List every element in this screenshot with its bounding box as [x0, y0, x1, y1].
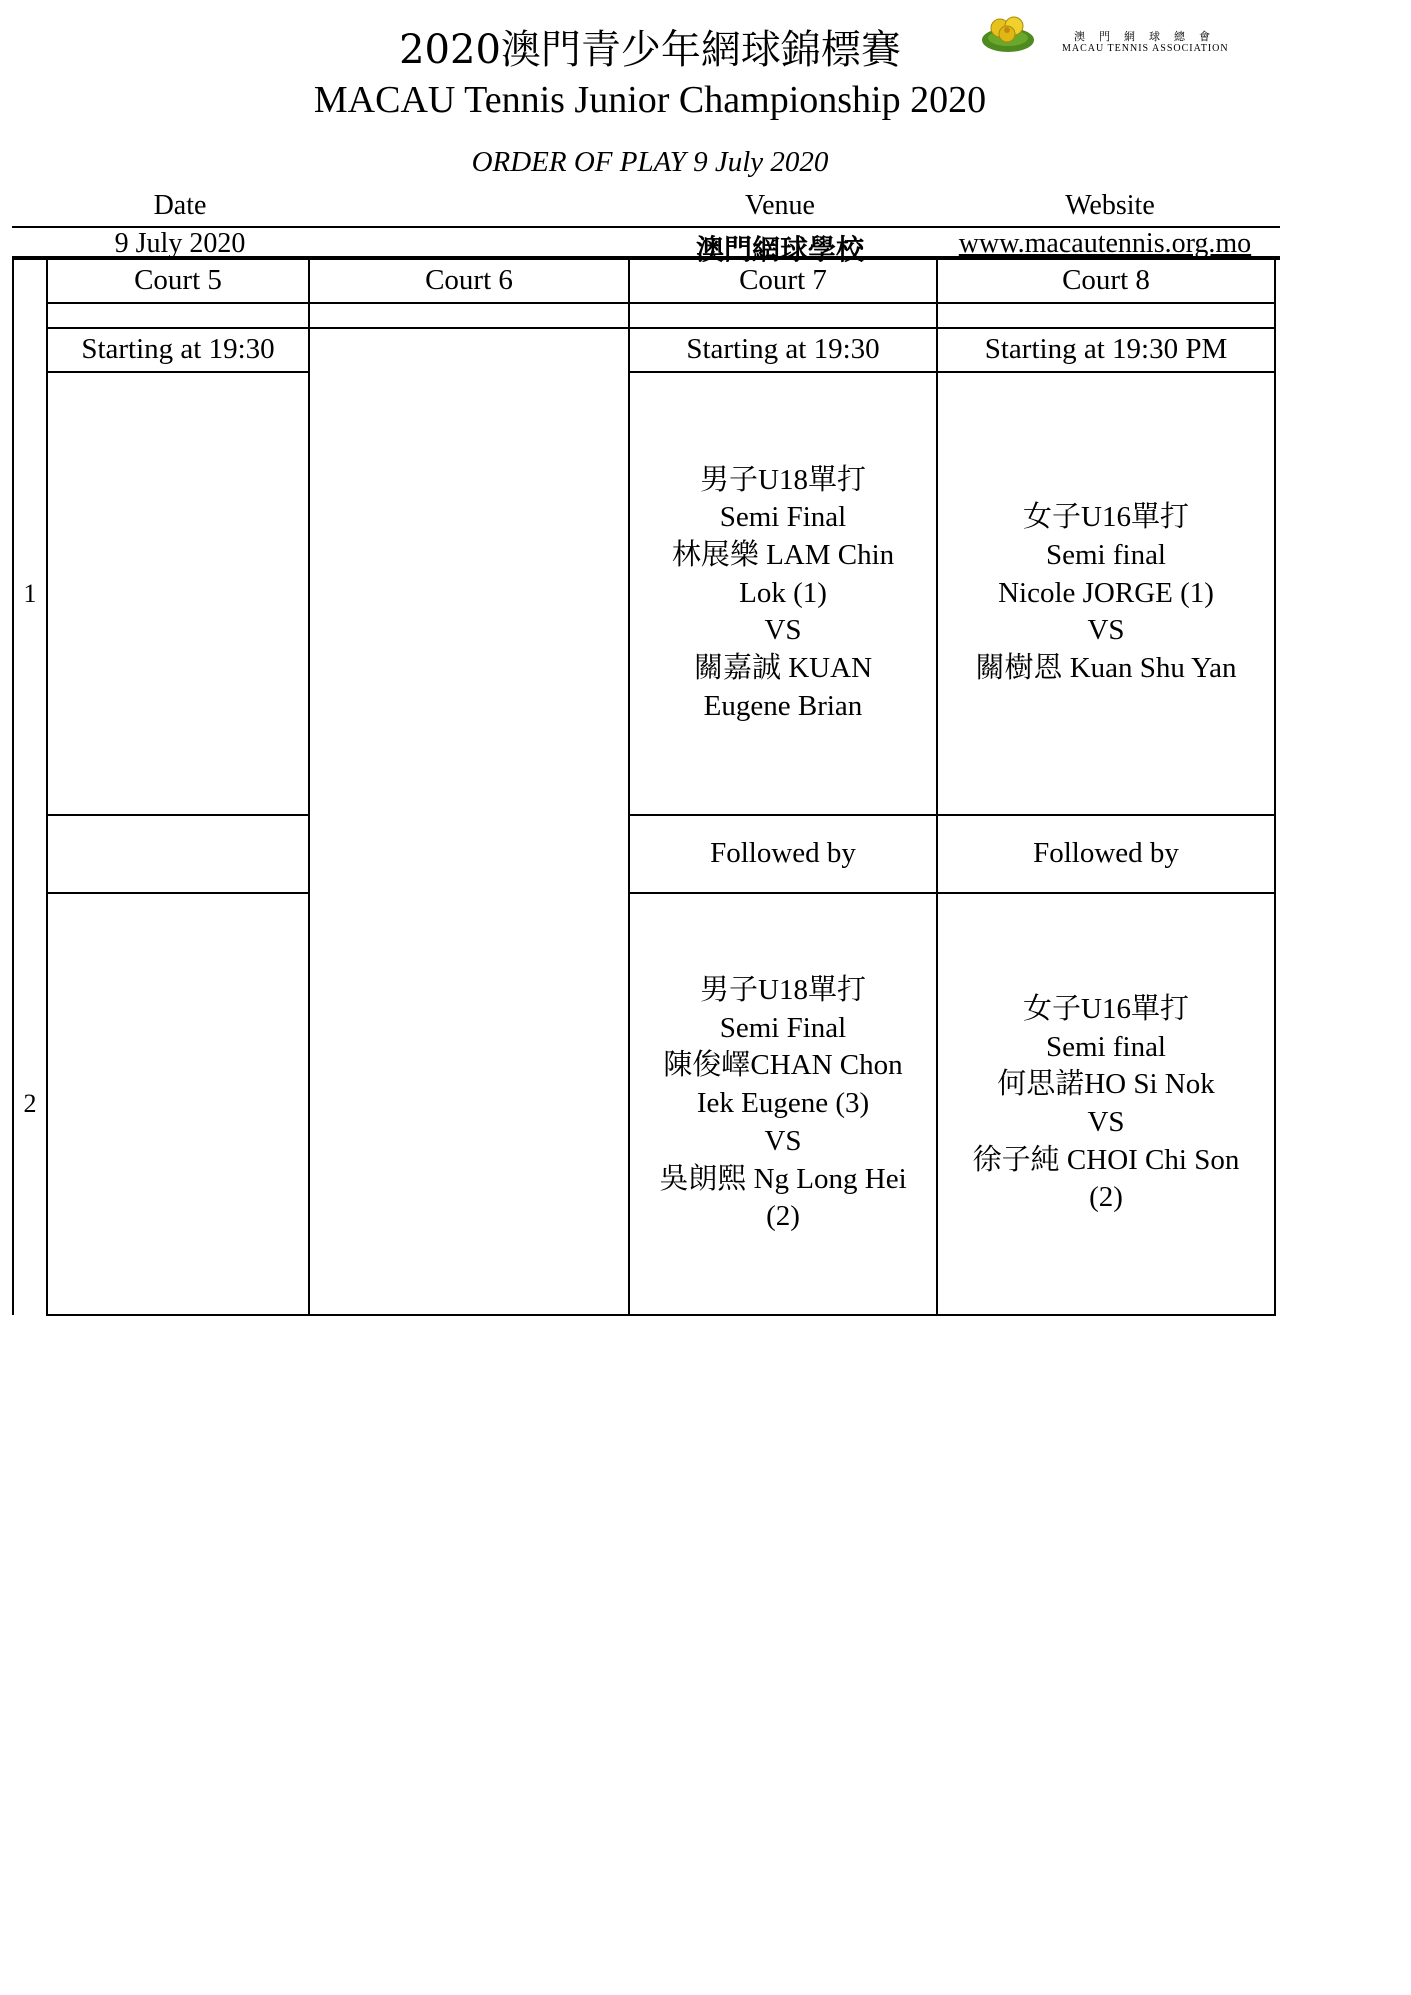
- court-8-round-2-match: [937, 893, 1275, 1315]
- court-8-start-time: Starting at 19:30 PM: [937, 328, 1275, 372]
- empty-cell: [937, 303, 1275, 328]
- match-player-1: Nicole JORGE (1): [998, 576, 1214, 609]
- court-5-round-2-empty: [47, 893, 309, 1315]
- empty-cell: [47, 303, 309, 328]
- court-6-empty: [309, 328, 629, 1315]
- court-6-header: Court 6: [309, 259, 629, 303]
- match-stage: Semi Final: [719, 1011, 847, 1044]
- match-player-1: 陳俊嶧CHAN Chon Iek Eugene (3): [663, 1049, 903, 1120]
- court-8-followed-by: Followed by: [937, 815, 1275, 893]
- order-of-play-heading: ORDER OF PLAY 9 July 2020: [471, 146, 829, 178]
- court-5-start-time: Starting at 19:30: [47, 328, 309, 372]
- title-english: MACAU Tennis Junior Championship 2020: [313, 79, 987, 121]
- association-logo: [978, 12, 1278, 62]
- court-7-round-2-match: [629, 893, 937, 1315]
- row-number-cell: [13, 328, 47, 372]
- website-link[interactable]: www.macautennis.org.mo: [958, 228, 1252, 259]
- match-player-2: 關嘉誠 KUAN Eugene Brian: [693, 652, 873, 722]
- match-player-1: 林展樂 LAM Chin Lok (1): [671, 538, 895, 609]
- court-7-start-time: Starting at 19:30: [629, 328, 937, 372]
- venue-value: 澳門網球學校: [695, 235, 864, 266]
- round-1-row: [13, 372, 1275, 815]
- match-player-2: 吳朗熙 Ng Long Hei (2): [659, 1162, 907, 1233]
- start-time-row: [13, 328, 1275, 372]
- date-value: 9 July 2020: [114, 228, 246, 259]
- logo-text-chinese: 澳門網球總會: [1074, 30, 1224, 43]
- court-8-header: Court 8: [937, 259, 1275, 303]
- match-player-2: 關樹恩 Kuan Shu Yan: [975, 652, 1237, 685]
- flower-logo-icon: [978, 12, 1058, 58]
- website-label: Website: [1065, 190, 1155, 221]
- followed-by-row: [13, 815, 1275, 893]
- match-vs: VS: [1087, 614, 1125, 647]
- row-number-cell: [13, 259, 47, 303]
- match-stage: Semi Final: [719, 501, 847, 534]
- court-5-round-1-empty: [47, 372, 309, 815]
- round-2-number: 2: [13, 893, 47, 1315]
- match-vs: VS: [764, 1124, 802, 1157]
- court-5-header: Court 5: [47, 259, 309, 303]
- match-player-2: 徐子純 CHOI Chi Son (2): [972, 1143, 1240, 1214]
- match-event: 女子U16單打: [1023, 992, 1189, 1025]
- empty-cell: [629, 303, 937, 328]
- round-2-row: [13, 893, 1275, 1315]
- match-player-1: 何思諾HO Si Nok: [997, 1068, 1215, 1101]
- court-header-row: [13, 259, 1275, 303]
- court-7-round-1-match: [629, 372, 937, 815]
- match-event: 女子U16單打: [1023, 501, 1189, 534]
- row-number-cell: [13, 815, 47, 893]
- court-8-round-1-match: [937, 372, 1275, 815]
- title-chinese: 2020澳門青少年網球錦標賽: [399, 27, 901, 73]
- court-7-header: Court 7: [629, 259, 937, 303]
- court-5-followed-empty: [47, 815, 309, 893]
- court-7-followed-by: Followed by: [629, 815, 937, 893]
- date-label: Date: [153, 190, 207, 221]
- match-event: 男子U18單打: [700, 463, 866, 496]
- logo-text-english: MACAU TENNIS ASSOCIATION: [1062, 43, 1229, 54]
- round-1-number: 1: [13, 372, 47, 815]
- match-stage: Semi final: [1045, 1030, 1166, 1063]
- empty-cell: [309, 303, 629, 328]
- venue-label: Venue: [745, 190, 815, 221]
- match-event: 男子U18單打: [700, 974, 866, 1007]
- match-vs: VS: [764, 614, 802, 647]
- row-number-cell: [13, 303, 47, 328]
- match-stage: Semi final: [1045, 538, 1166, 571]
- match-vs: VS: [1087, 1106, 1125, 1138]
- spacer-row: [13, 303, 1275, 328]
- order-of-play-table: [12, 258, 1276, 1316]
